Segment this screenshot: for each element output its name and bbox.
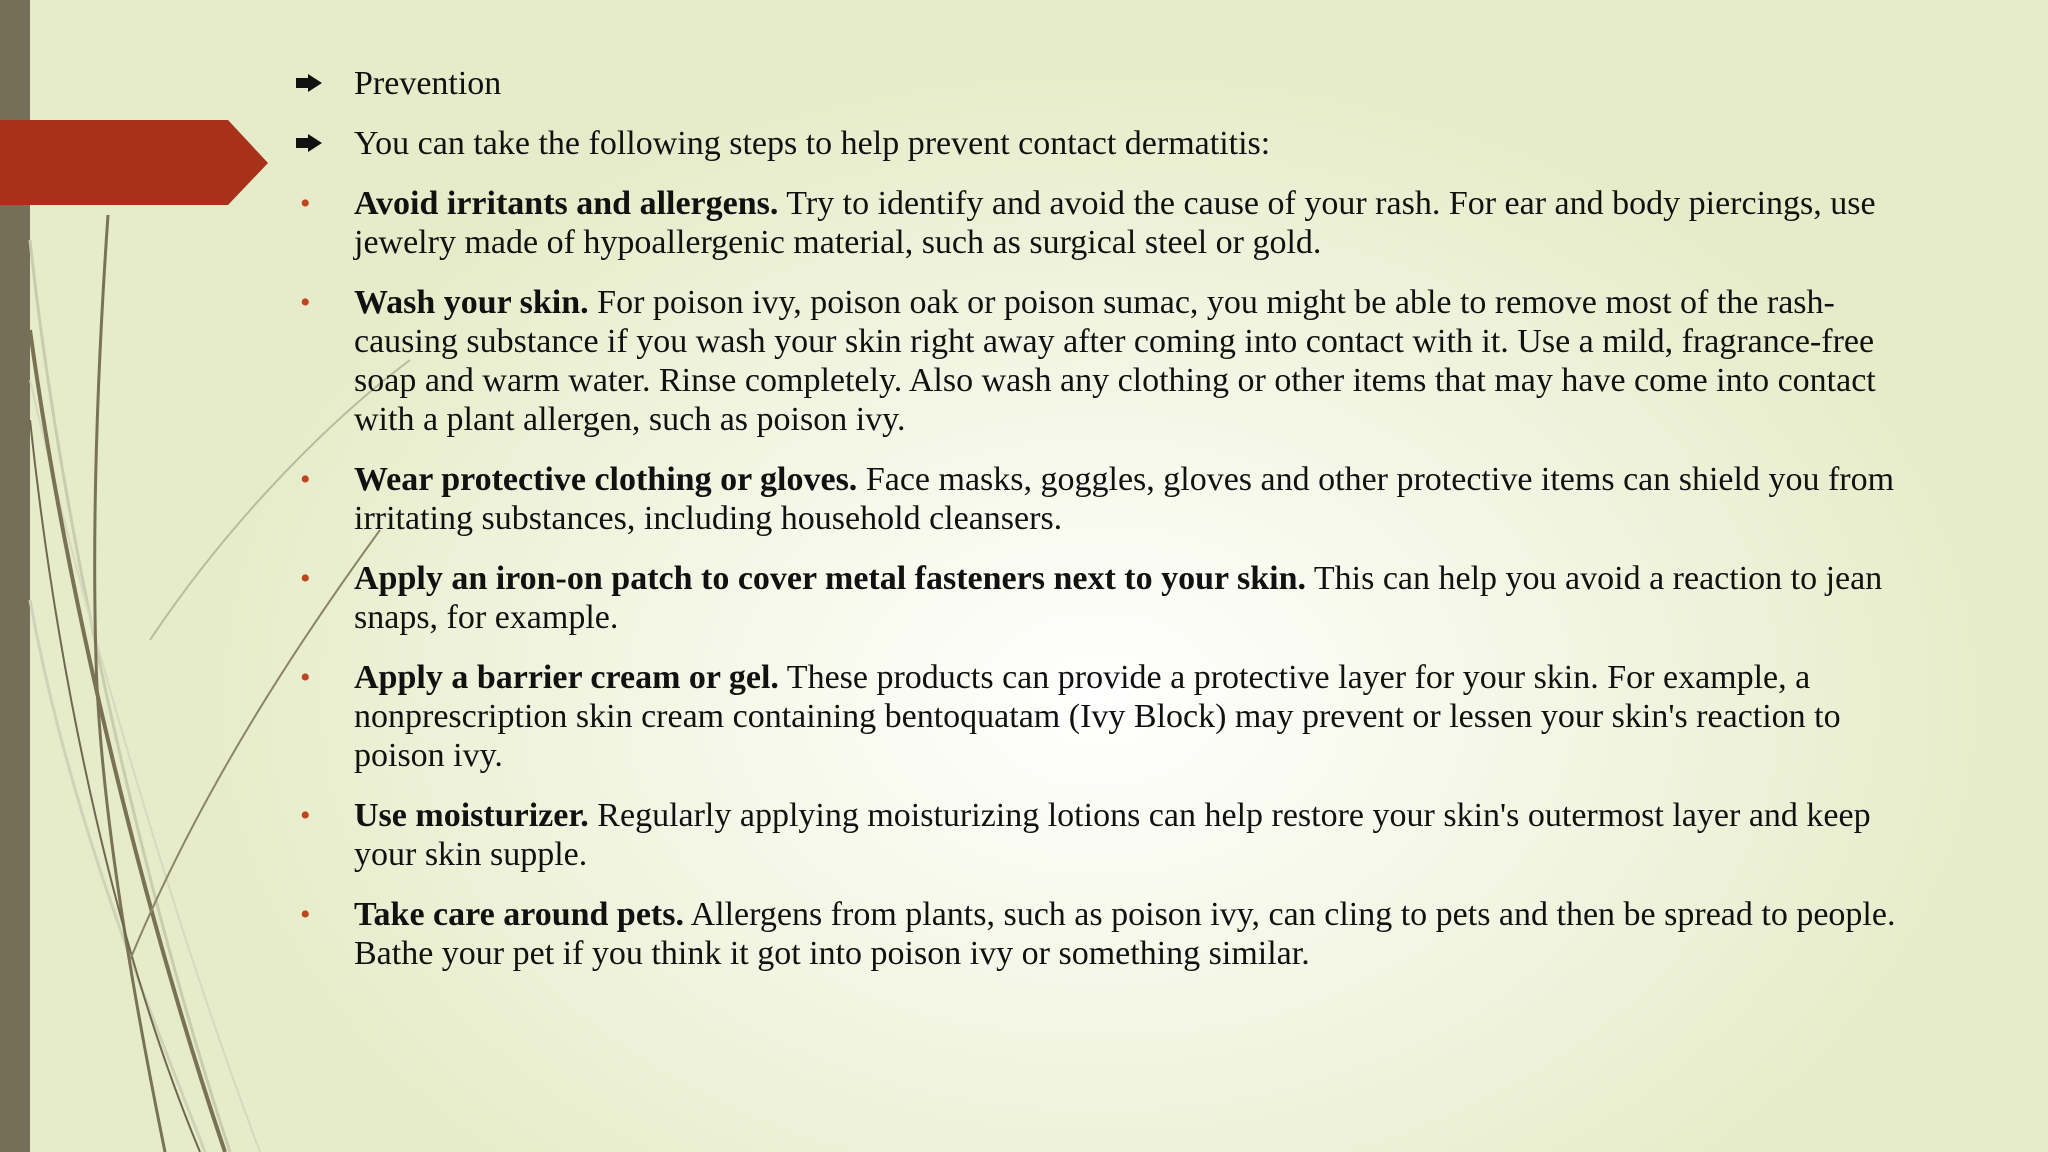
list-item (296, 460, 1936, 538)
item-lead: Avoid irritants and allergens. (354, 185, 779, 222)
list-item (296, 895, 1936, 973)
dot-bullet-icon: • (300, 661, 311, 694)
item-lead: Use moisturizer. (354, 797, 589, 834)
arrow-bullet-icon (296, 64, 336, 103)
item-text: Prevention (354, 65, 502, 102)
item-text: These products can provide a protective layer for your skin. For example, a nonprescription skin cream containing bentoquatam (Ivy Block) may prevent or lessen your skin's reaction to poison ivy. (354, 659, 1841, 774)
list-item (296, 559, 1936, 637)
left-accent-bar (0, 0, 30, 1152)
list-item (296, 124, 1936, 163)
list-item (296, 796, 1936, 874)
item-text: Regularly applying moisturizing lotions can help restore your skin's outermost layer and keep your skin supple. (354, 797, 1871, 873)
list-item (296, 184, 1936, 262)
item-text: Face masks, goggles, gloves and other protective items can shield you from irritating substances, including household cleansers. (354, 461, 1895, 537)
list-item (296, 283, 1936, 439)
item-text: Allergens from plants, such as poison ivy, can cling to pets and then be spread to people. Bathe your pet if you think it got into poison ivy or something similar. (354, 896, 1896, 972)
dot-bullet-icon: • (300, 463, 311, 496)
list-item (296, 658, 1936, 775)
dot-bullet-icon: • (300, 898, 311, 931)
item-text: For poison ivy, poison oak or poison sumac, you might be able to remove most of the rash-causing substance if you wash your skin right away after coming into contact with it. Use a mild, fragrance-free soap and warm water. Rinse completely. Also wash any clothing or other items that may have come into contact with a plant allergen, such as poison ivy. (354, 284, 1876, 438)
dot-bullet-icon: • (300, 799, 311, 832)
item-lead: Take care around pets. (354, 896, 684, 933)
item-lead: Apply a barrier cream or gel. (354, 659, 779, 696)
item-text: You can take the following steps to help prevent contact dermatitis: (354, 125, 1271, 162)
bullet-list (296, 64, 1936, 994)
dot-bullet-icon: • (300, 562, 311, 595)
item-lead: Wash your skin. (354, 284, 589, 321)
item-lead: Apply an iron-on patch to cover metal fasteners next to your skin. (354, 560, 1306, 597)
dot-bullet-icon: • (300, 187, 311, 220)
item-lead: Wear protective clothing or gloves. (354, 461, 858, 498)
list-item (296, 64, 1936, 103)
item-text: This can help you avoid a reaction to jean snaps, for example. (354, 560, 1883, 636)
arrow-bullet-icon (296, 124, 336, 163)
item-text: Try to identify and avoid the cause of your rash. For ear and body piercings, use jewelry made of hypoallergenic material, such as surgical steel or gold. (354, 185, 1876, 261)
dot-bullet-icon: • (300, 286, 311, 319)
